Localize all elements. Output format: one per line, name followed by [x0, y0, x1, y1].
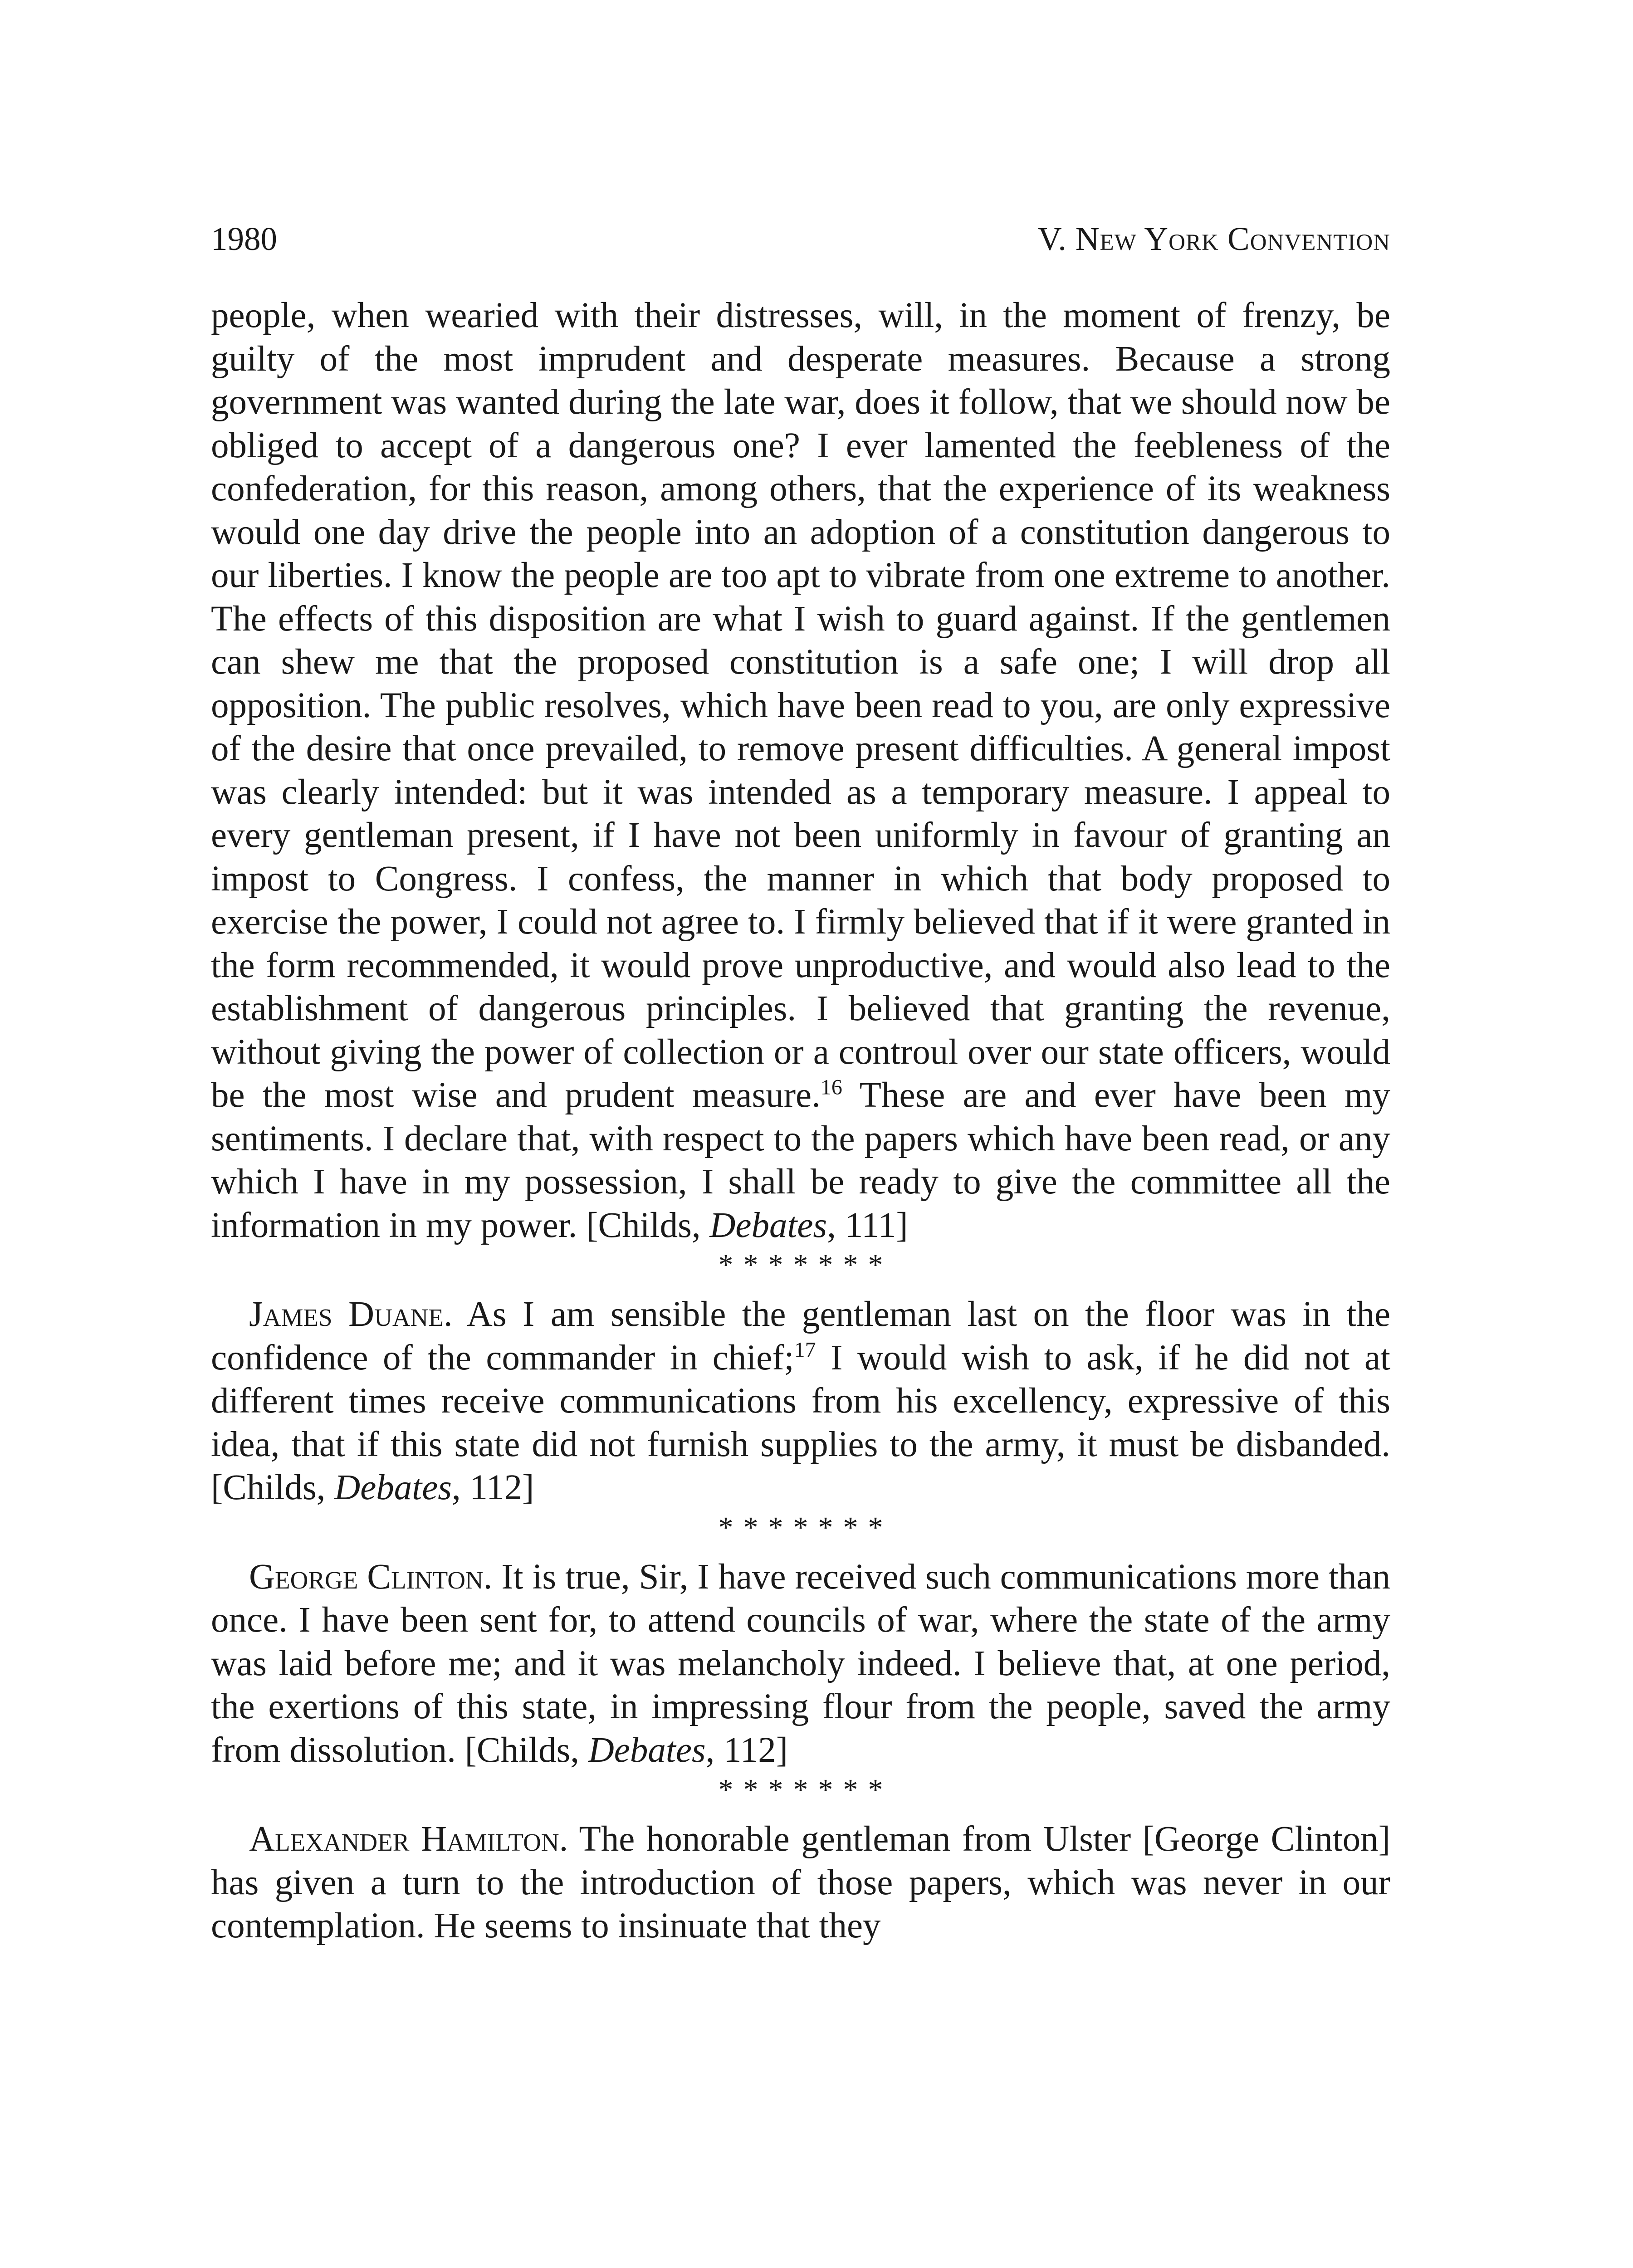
speaker-name: George Clinton: [249, 1557, 484, 1597]
text-run: people, when wearied with their distresses, will, in the moment of frenzy, be guilty of the most imprudent and desperate measures. Because a strong government was wanted during the late war, does it follow, that we should now be obliged to accept of a dangerous one? I ever lamented the feebleness of the confederation, for this reason, among others, that the experience of its weakness would one day drive the people into an adoption of a constitution dangerous to our liberties. I know the people are too apt to vibrate from one extreme to another. The effects of this disposition are what I wish to guard against. If the gentlemen can shew me that the proposed constitution is a safe one; I will drop all opposition. The public resolves, which have been read to you, are only expressive of the desire that once prevailed, to remove present difficulties. A general impost was clearly intended: but it was intended as a temporary measure. I appeal to every gentleman present, if I have not been uniformly in favour of granting an impost to Congress. I confess, the manner in which that body proposed to exercise the power, I could not agree to. I firmly believed that if it were granted in the form recommended, it would prove unproductive, and would also lead to the establishment of dangerous principles. I believed that granting the revenue, without giving the power of collection or a controul over our state officers, would be the most wise and prudent measure.: [211, 296, 1390, 1115]
text-run: These are and ever have been my sentiments. I declare that, with respect to the papers which have been read, or any which I have in my possession, I shall be ready to give the committee all the information in my power. [Childs,: [211, 1075, 1390, 1245]
citation-title: Debates: [588, 1730, 706, 1770]
text-run: , 111]: [827, 1205, 908, 1245]
document-page: [211, 222, 1390, 1948]
section-divider: *******: [718, 1248, 893, 1281]
page-number: 1980: [211, 220, 277, 257]
speech-hamilton: [211, 1818, 1390, 1948]
running-head: [211, 222, 1390, 255]
paragraph-continued: [211, 294, 1390, 1247]
text-run: . It is true, Sir, I have received such communications more than once. I have been sent for, to attend councils of war, where the state of the army was laid before me; and it was melancholy indeed. I believe that, at one period, the exertions of this state, in impressing flour from the people, saved the army from dissolution. [Childs,: [211, 1557, 1390, 1770]
text-run: , 112]: [705, 1730, 788, 1770]
text-run: I would wish to ask, if he did not at different times receive communications from his excellency, expressive of this idea, that if this state did not furnish supplies to the army, it must be disbanded. [Childs,: [211, 1338, 1390, 1507]
citation-title: Debates: [334, 1468, 452, 1507]
speaker-name: James Duane: [249, 1295, 444, 1334]
text-run: , 112]: [452, 1468, 534, 1507]
speaker-name: Alexander Hamilton: [249, 1819, 559, 1859]
speech-clinton: [211, 1555, 1390, 1772]
body-text: [211, 294, 1390, 1948]
speech-duane: [211, 1293, 1390, 1510]
footnote-ref: 17: [794, 1338, 816, 1362]
section-divider: *******: [718, 1773, 893, 1806]
citation-title: Debates: [709, 1205, 827, 1245]
text-run: . As I am sensible the gentleman last on the floor was in the confidence of the commander in chief;: [211, 1295, 1391, 1378]
footnote-ref: 16: [820, 1075, 842, 1100]
section-divider: *******: [718, 1510, 893, 1544]
section-title: V. New York Convention: [1038, 220, 1390, 257]
text-run: . The honorable gentleman from Ulster [George Clinton] has given a turn to the introduction of those papers, which was never in our contemplation. He seems to insinuate that they: [211, 1819, 1390, 1945]
